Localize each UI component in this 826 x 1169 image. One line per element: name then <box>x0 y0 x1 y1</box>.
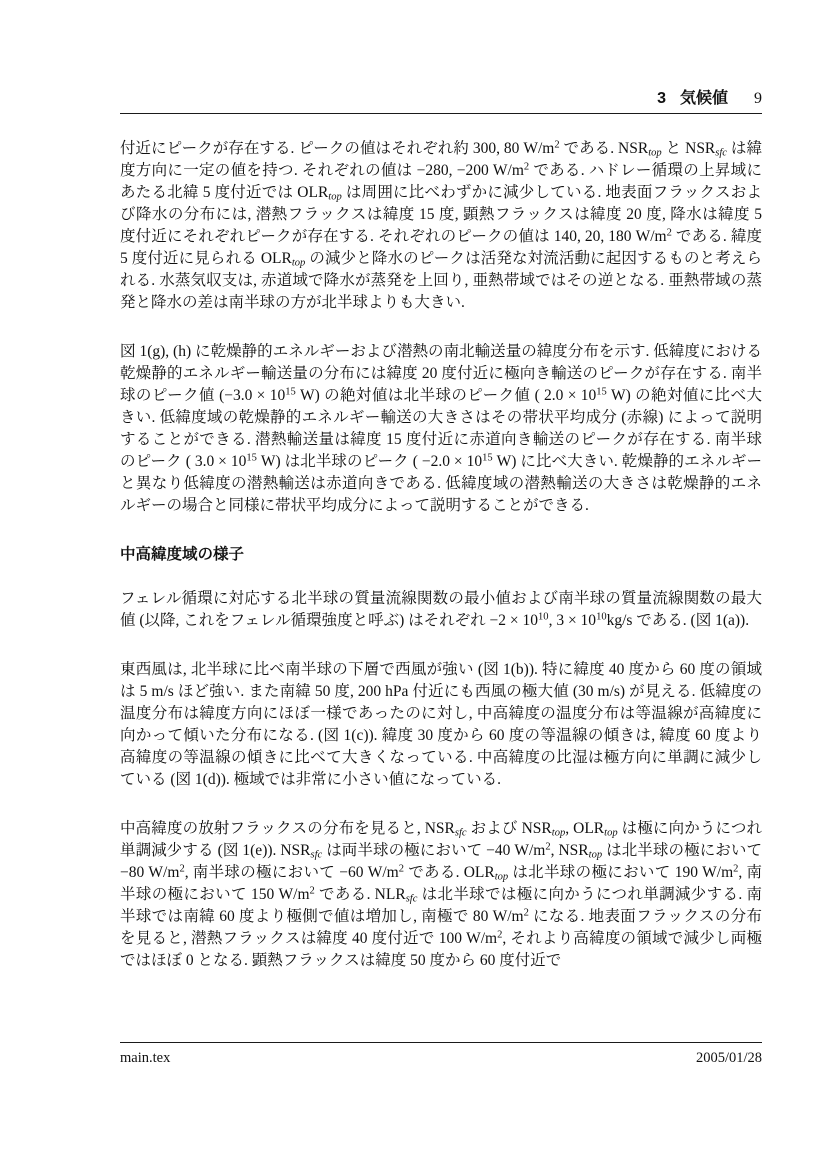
body-text <box>120 138 762 999</box>
paragraph: 付近にピークが存在する. ピークの値はそれぞれ約 300, 80 $W/m^2$ である. $NSR_{top}$ と $NSR_{sfc}$ は緯度方向に一定の値を持つ. それぞれの値は −280, −200 $W/m^2$ である. ハドレー循環の上昇域にあたる北緯 5 度付近では $OLR_{top}$ は周囲に比べわずかに減少している. 地表面フラックスおよび降水の分布には, 潜熱フラックスは緯度 15 度, 顕熱フラックスは緯度 20 度, 降水は緯度 5 度付近にそれぞれピークが存在する. それぞれのピークの値は 140, 20, 180 $W/m^2$ である. 緯度 5 度付近に見られる $OLR_{top}$ の減少と降水のピークは活発な対流活動に起因するものと考えられる. 水蒸気収支は, 赤道域で降水が蒸発を上回り, 亜熱帯域ではその逆となる. 亜熱帯域の蒸発と降水の差は南半球の方が北半球よりも大きい. <box>120 139 762 311</box>
paragraph: 東西風は, 北半球に比べ南半球の下層で西風が強い (図 1(b)). 特に緯度 40 度から 60 度の領域は 5 m/s ほど強い. また南緯 50 度, 200 hPa 付近にも西風の極大値 (30 m/s) が見える. 低緯度の温度分布は緯度方向にほぼ一様であったのに対し, 中高緯度の温度分布は等温線が高緯度に向かって傾いた分布になる. (図 1(c)). 緯度 30 度から 60 度の等温線の傾きは, 緯度 60 度より高緯度の等温線の傾きに比べて大きくなっている. 中高緯度の比湿は極方向に単調に減少している (図 1(d)). 極域では非常に小さい値になっている. <box>120 661 762 788</box>
paragraph: 中高緯度の放射フラックスの分布を見ると, $NSR_{sfc}$ および $NSR_{top}$, $OLR_{top}$ は極に向かうにつれ単調減少する (図 1(e)). $NSR_{sfc}$ は両半球の極において −40 $W/m^2$, $NSR_{top}$ は北半球の極において −80 $W/m^2$, 南半球の極において −60 $W/m^2$ である. $OLR_{top}$ は北半球の極において 190 $W/m^2$, 南半球の極において 150 $W/m^2$ である. $NLR_{sfc}$ は北半球では極に向かうにつれ単調減少する. 南半球では南緯 60 度より極側で値は増加し, 南極で 80 $W/m^2$ になる. 地表面フラックスの分布を見ると, 潜熱フラックスは緯度 40 度付近で 100 $W/m^2$, それより高緯度の領域で減少し両極ではほぼ 0 となる. 顕熱フラックスは緯度 50 度から 60 度付近で <box>120 820 763 969</box>
running-head-line <box>120 90 762 108</box>
footer-date: 2005/01/28 <box>695 1050 762 1066</box>
section-title: 気候値 <box>679 90 728 107</box>
header-rule <box>120 113 762 114</box>
page-footer <box>120 1042 762 1067</box>
footer-line <box>120 1043 762 1067</box>
section-number: 3 <box>657 90 666 107</box>
footer-filename: main.tex <box>120 1050 171 1066</box>
running-head <box>657 90 728 108</box>
paragraph: フェレル循環に対応する北半球の質量流線関数の最小値および南半球の質量流線関数の最大値 (以降, これをフェレル循環強度と呼ぶ) はそれぞれ $-2 \times 10^{10}$, $3 \times 10^{10}kg/s$ である. (図 1(a)). <box>120 590 762 629</box>
page-header <box>120 90 762 114</box>
page-number: 9 <box>754 90 762 107</box>
section-heading: 中高緯度域の様子 <box>120 546 245 563</box>
paragraph: 図 1(g), (h) に乾燥静的エネルギーおよび潜熱の南北輸送量の緯度分布を示す. 低緯度における乾燥静的エネルギー輸送量の分布には緯度 20 度付近に極向き輸送のピークが存在する. 南半球のピーク値 ($-3.0 \times 10^{15}$ W) の絶対値は北半球のピーク値 ( $2.0 \times 10^{15}$ W) の絶対値に比べ大きい. 低緯度域の乾燥静的エネルギー輸送の大きさはその帯状平均成分 (赤線) によって説明することができる. 潜熱輸送量は緯度 15 度付近に赤道向き輸送のピークが存在する. 南半球のピーク ( $3.0 \times 10^{15}$ W) は北半球のピーク ( $-2.0 \times 10^{15}$ W) に比べ大きい. 乾燥静的エネルギーと異なり低緯度の潜熱輸送は赤道向きである. 低緯度域の潜熱輸送の大きさは乾燥静的エネルギーの場合と同様に帯状平均成分によって説明することができる. <box>120 343 762 514</box>
